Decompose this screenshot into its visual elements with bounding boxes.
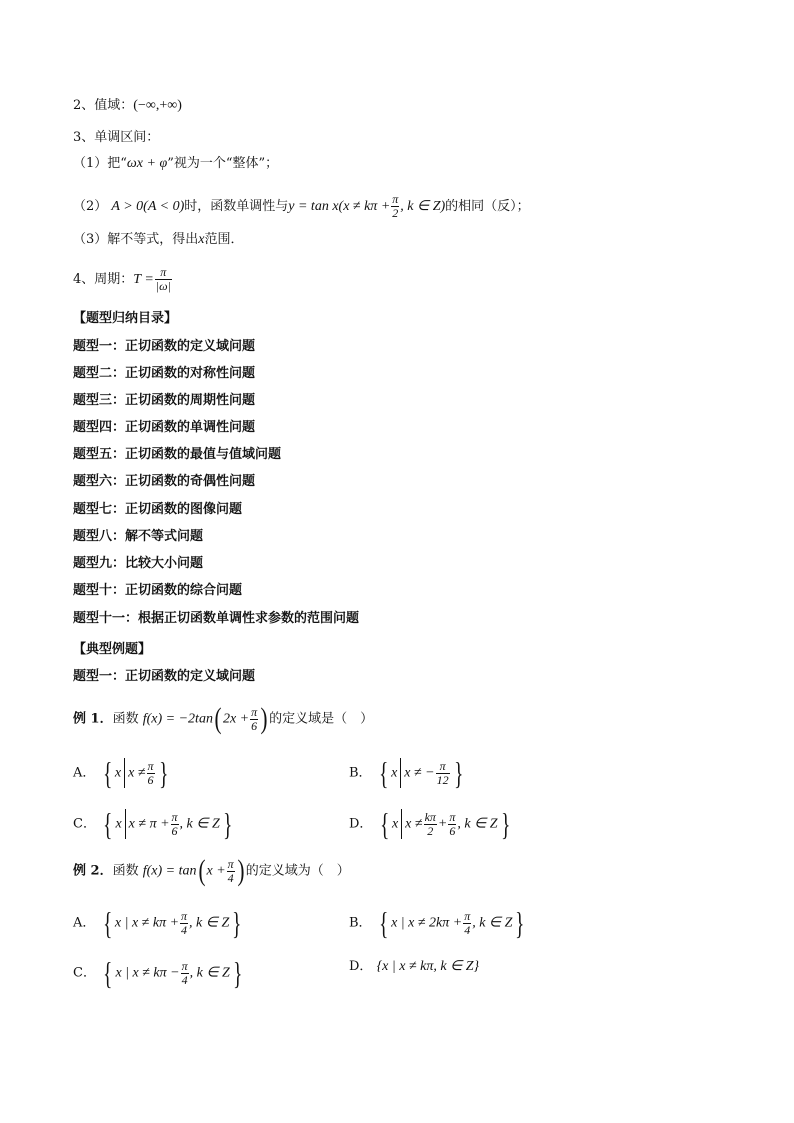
example-1-option-d[interactable]: D． { x x ≠ $\frac{k\pi}{2}$ + $\frac{\pi}{6}$ , k ∈ Z}: [349, 806, 510, 842]
catalog-item: 题型六：正切函数的奇偶性问题: [73, 474, 256, 489]
catalog-item: 题型十一：根据正切函数单调性求参数的范围问题: [73, 611, 360, 626]
examples-header: 【典型例题】: [73, 642, 152, 657]
catalog-item: 题型三：正切函数的周期性问题: [73, 393, 256, 408]
catalog-item: 题型五：正切函数的最值与值域问题: [73, 447, 282, 462]
example-2-function: f(x) = tan: [142, 863, 197, 879]
example-2-option-d[interactable]: D． {x | x ≠ kπ, k ∈ Z}: [349, 959, 480, 974]
item2-suffix: 的相同（反）；: [445, 199, 530, 214]
catalog-item: 题型八：解不等式问题: [73, 529, 204, 544]
monotonic-item-1: [73, 154, 278, 174]
item2-prefix: （2）: [73, 199, 108, 214]
item2-function-tail: , k ∈ Z): [400, 199, 446, 214]
range-label: 2、值域：: [73, 98, 134, 113]
catalog-header: 【题型归纳目录】: [73, 311, 178, 326]
example-1-option-b[interactable]: B． { x x ≠ − $\frac{\pi}{12}$ }: [349, 755, 463, 791]
example-1-suffix: 的定义域是（ ）: [269, 711, 374, 727]
catalog-item: 题型一：正切函数的定义域问题: [73, 339, 256, 354]
monotonic-title-text: 3、单调区间：: [73, 130, 160, 145]
example-1-option-a[interactable]: A． { x x ≠ $\frac{\pi}{6}$ }: [73, 755, 168, 791]
example-2-option-b[interactable]: B． { x | x ≠ 2kπ + $\frac{\pi}{4}$ , k ∈ Z}: [349, 905, 525, 941]
item3-prefix: （3）解不等式，得出: [73, 232, 199, 247]
example-1-option-c[interactable]: C． { x x ≠ π + $\frac{\pi}{6}$ , k ∈ Z}: [73, 806, 233, 842]
pi-over-2-fraction: $\frac{\pi}{2}$: [392, 192, 399, 220]
catalog-item: 题型七：正切函数的图像问题: [73, 502, 243, 517]
example-1-question: 例 1．函数 f(x) = −2tan( 2x + $\frac{\pi}{6}$ ) 的定义域是（ ）: [73, 702, 374, 735]
example-1-prefix: 函数: [112, 711, 139, 727]
period-T: T =: [133, 272, 154, 287]
example-2-prefix: 函数: [112, 863, 139, 879]
example-1-function: f(x) = −2tan: [142, 711, 213, 727]
range-line: [73, 96, 182, 116]
monotonic-title: [73, 128, 159, 148]
example-2-label: 例 2．: [73, 863, 113, 879]
item1-prefix: （1）把“: [73, 156, 127, 171]
example-2-suffix: 的定义域为（ ）: [245, 863, 350, 879]
item2-condition: A > 0(A < 0): [111, 199, 185, 214]
catalog-item: 题型十：正切函数的综合问题: [73, 583, 243, 598]
item2-middle: 时，函数单调性与: [184, 199, 289, 214]
example-2-question: 例 2．函数 f(x) = tan( x + $\frac{\pi}{4}$ ) 的定义域为（ ）: [73, 854, 350, 887]
catalog-item: 题型二：正切函数的对称性问题: [73, 366, 256, 381]
item1-expression: ωx + φ: [126, 156, 168, 171]
range-value: (−∞,+∞): [133, 98, 182, 113]
item3-variable: x: [198, 232, 205, 247]
monotonic-item-3: [73, 230, 244, 250]
period-label: 4、周期：: [73, 272, 134, 287]
period-line: [73, 266, 173, 293]
catalog-item: 题型九：比较大小问题: [73, 556, 204, 571]
example-1-label: 例 1．: [73, 711, 113, 727]
item2-function: y = tan x(x ≠ kπ +: [288, 199, 391, 214]
example-2-option-c[interactable]: C． { x | x ≠ kπ − $\frac{\pi}{4}$ , k ∈ Z}: [73, 955, 243, 991]
item1-suffix: ”视为一个“整体”；: [167, 156, 279, 171]
period-fraction: $\frac{\pi}{|\omega|}$: [155, 265, 171, 293]
monotonic-item-2: [73, 193, 530, 220]
item3-suffix: 范围．: [204, 232, 244, 247]
example-2-option-a[interactable]: A． { x | x ≠ kπ + $\frac{\pi}{4}$ , k ∈ Z}: [73, 905, 242, 941]
example-section-title: 题型一：正切函数的定义域问题: [73, 669, 256, 684]
catalog-item: 题型四：正切函数的单调性问题: [73, 420, 256, 435]
